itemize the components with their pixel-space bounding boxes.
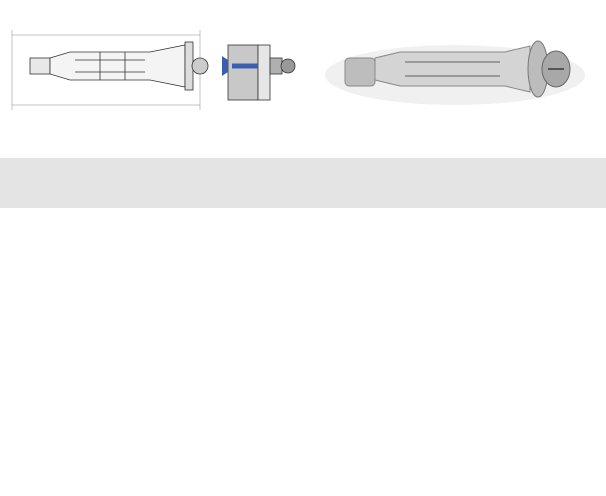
anchor-product-photo xyxy=(325,41,585,105)
anchor-illustrations xyxy=(0,0,606,120)
specs-panel xyxy=(0,158,606,208)
product-figures xyxy=(0,0,606,120)
anchor-installed-diagram xyxy=(222,45,295,100)
kew-logo xyxy=(520,6,580,26)
anchor-technical-drawing xyxy=(12,30,208,110)
